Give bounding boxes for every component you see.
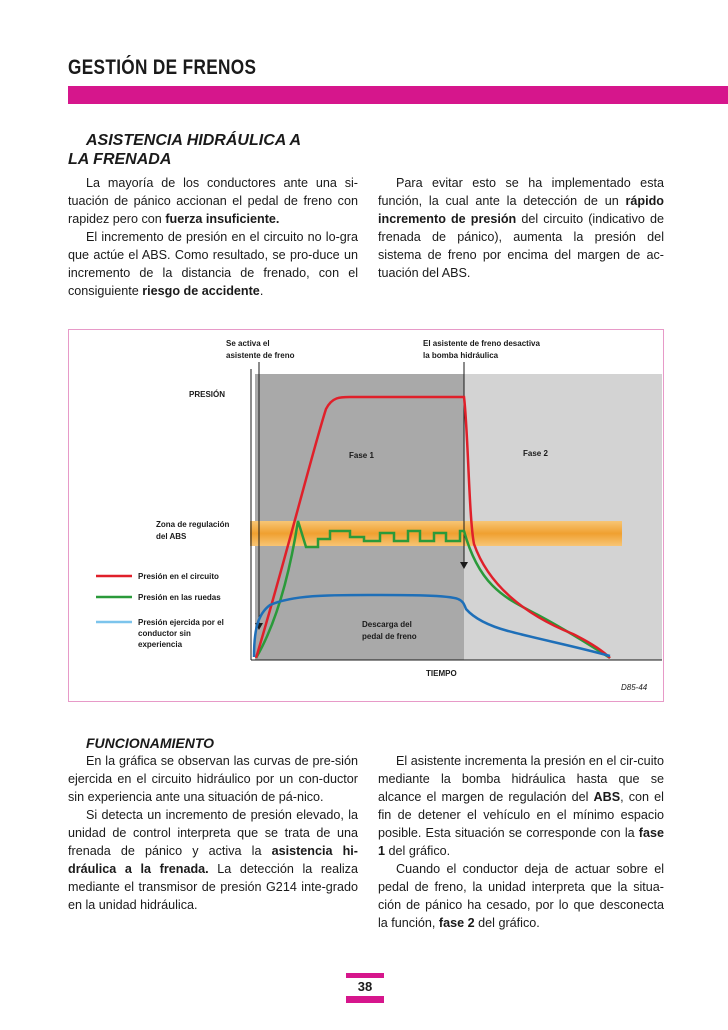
phase2-label: Fase 2: [523, 449, 548, 458]
page-header-title: GESTIÓN DE FRENOS: [68, 56, 257, 79]
body-paragraph-3: [378, 752, 664, 860]
abs-zone-label-line1: Zona de regulación: [156, 520, 230, 529]
section-heading-asistencia: [68, 131, 301, 169]
bold-text: fase 2: [438, 916, 475, 930]
heading-text: FUNCIONAMIENTO: [86, 735, 215, 751]
intro-paragraph-1: [68, 174, 358, 228]
descarga-label-line2: pedal de freno: [362, 632, 417, 641]
abs-zone-label-line2: del ABS: [156, 532, 187, 541]
text-span: Cuando el conductor deja de actuar sobre el pedal de freno, la unidad interpreta que la situa-ción de pánico ha cesado, por lo que desconecta la función,: [378, 862, 664, 930]
bold-text: rápido incremento de presión: [378, 194, 664, 226]
label-activa-line1: Se activa el: [226, 339, 270, 348]
bold-text: ABS: [593, 790, 621, 804]
x-axis-label: TIEMPO: [426, 669, 457, 678]
heading-line-1: ASISTENCIA HIDRÁULICA A: [86, 132, 302, 149]
section-heading-funcionamiento: [68, 734, 214, 753]
text-span: Si detecta un incremento de presión elevado, la unidad de control interpreta que se trata de una frenada de pánico y activa la: [68, 808, 358, 858]
text-span: El incremento de presión en el circuito no lo-gra que actúe el ABS. Como resultado, se pro-duce un incremento de la distancia de frenado, con el consiguiente: [68, 230, 358, 298]
legend-label-circuit: Presión en el circuito: [138, 572, 219, 581]
body-paragraph-4: [378, 860, 664, 932]
body-left-column: [68, 752, 358, 914]
phase1-background: [255, 374, 464, 660]
legend-label-driver-line2: conductor sin: [138, 629, 191, 638]
intro-left-column: [68, 174, 358, 300]
text-span: El asistente incrementa la presión en el cir-cuito mediante la bomba hidráulica hasta que se alcance el margen de regulación del: [378, 754, 664, 804]
legend-label-driver-line3: experiencia: [138, 640, 183, 649]
y-axis-label: PRESIÓN: [189, 390, 226, 399]
descarga-label-line1: Descarga del: [362, 620, 412, 629]
header-accent-bar: [68, 86, 728, 104]
bold-text: fuerza insuficiente.: [165, 212, 280, 226]
page-number: 38: [346, 978, 384, 996]
heading-line-2: LA FRENADA: [68, 151, 172, 168]
body-paragraph-1: En la gráfica se observan las curvas de pre-sión ejercida en el circuito hidráulico por un con-ductor sin experiencia ante una situación de pá-nico.: [68, 754, 358, 804]
label-desactiva-line2: la bomba hidráulica: [423, 351, 499, 360]
legend-label-driver-line1: Presión ejercida por el: [138, 618, 224, 627]
text-span: del gráfico.: [385, 844, 451, 858]
text-span: .: [259, 284, 264, 298]
phase1-label: Fase 1: [349, 451, 374, 460]
phase2-background: [464, 374, 662, 660]
brake-assist-diagram: [68, 329, 664, 702]
text-span: La mayoría de los conductores ante una si-tuación de pánico accionan el pedal de freno con rapidez pero con: [68, 176, 358, 226]
legend-label-wheels: Presión en las ruedas: [138, 593, 221, 602]
intro-paragraph-2: [68, 228, 358, 300]
figure-code: D85-44: [621, 683, 648, 692]
bold-text: fase 1: [378, 826, 664, 858]
intro-right-column: [378, 174, 664, 282]
text-span: , con el fin de detener el vehículo en el mínimo espacio posible. Esta situación se corresponde con la: [378, 790, 664, 840]
label-desactiva-line1: El asistente de freno desactiva: [423, 339, 540, 348]
text-span: del circuito (indicativo de frenada de pánico), aumenta la presión del sistema de freno por encima del margen de ac-tuación del ABS.: [378, 212, 664, 280]
text-span: del gráfico.: [474, 916, 540, 930]
text-span: Para evitar esto se ha implementado esta función, la cual ante la detección de un: [378, 176, 664, 208]
intro-paragraph-3: [378, 174, 664, 282]
text-span: La detección la realiza mediante el transmisor de presión G214 inte-grado en la unidad hidráulica.: [68, 862, 358, 912]
label-activa-line2: asistente de freno: [226, 351, 295, 360]
body-paragraph-2: [68, 806, 358, 914]
bold-text: asistencia hi-dráulica a la frenada.: [68, 844, 358, 876]
bold-text: riesgo de accidente: [142, 284, 260, 298]
body-right-column: [378, 752, 664, 932]
